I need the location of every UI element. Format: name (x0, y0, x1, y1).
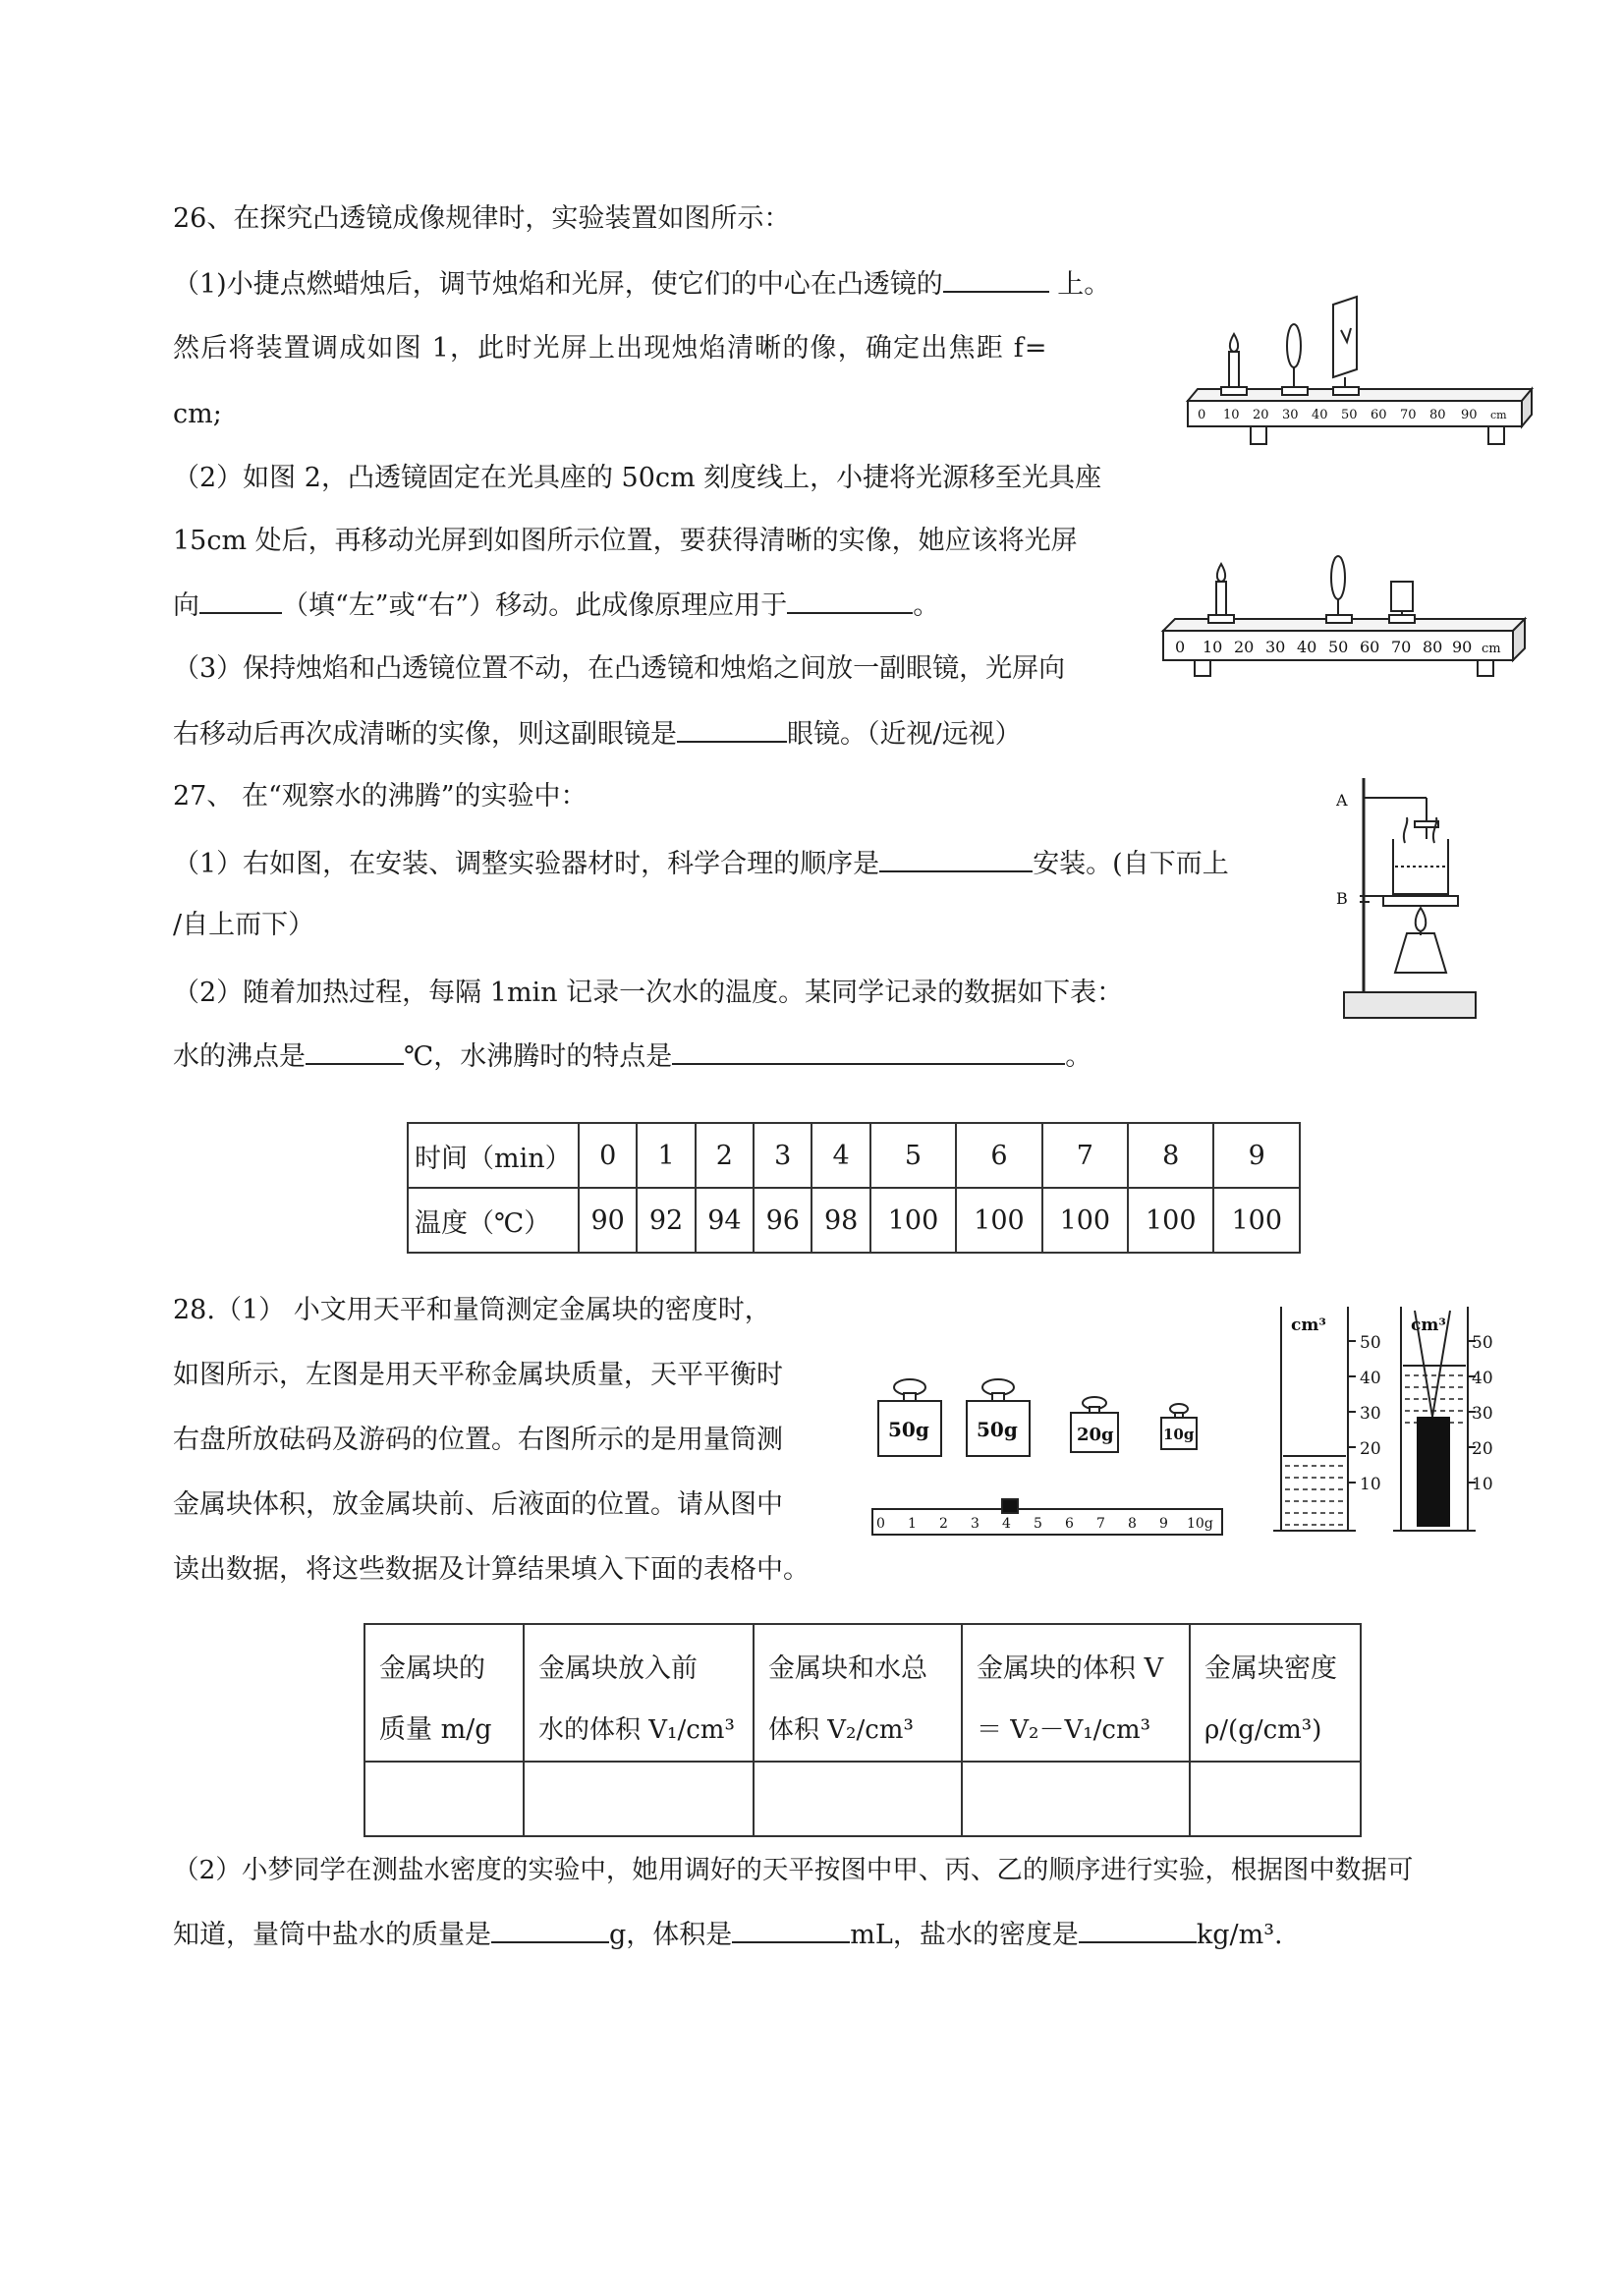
q27-part1-line2: /自上而下） (173, 910, 315, 940)
cylinder-unit: cm³ (1411, 1316, 1446, 1335)
apparatus-label-b: B (1336, 889, 1348, 908)
cylinder-tick: 40 (1472, 1369, 1493, 1388)
weight-label: 50g (888, 1418, 929, 1441)
header-line: 金属块的 (379, 1653, 485, 1684)
table-cell-temp: 100 (1042, 1188, 1128, 1253)
q26-part1-text-a: （1)小捷点燃蜡烛后，调节烛焰和光屏，使它们的中心在凸透镜的 (173, 269, 943, 300)
q28-part2-text-b: g，体积是 (609, 1920, 733, 1950)
apparatus-label-a: A (1336, 791, 1348, 810)
header-line: 金属块和水总 (768, 1653, 927, 1684)
rider-tick: 5 (1034, 1516, 1042, 1532)
weight-label: 10g (1163, 1426, 1195, 1443)
header-line: 金属块密度 (1204, 1653, 1337, 1684)
table-row-temperature (408, 1188, 1300, 1253)
bench1-tick: 30 (1282, 408, 1299, 422)
q26-part3-line1: （3）保持烛焰和凸透镜位置不动，在凸透镜和烛焰之间放一副眼镜，光屏向 (173, 653, 1066, 684)
table-header-v1 (524, 1624, 754, 1762)
q28-answer-blank-mass[interactable] (491, 1916, 609, 1943)
q26-part1-text-b: 上。 (1048, 269, 1111, 300)
q26-part2-line2: 15cm 处后，再移动光屏到如图所示位置，要获得清晰的实像，她应该将光屏 (173, 526, 1078, 556)
q26-part1-line1 (173, 265, 1110, 303)
answer-cell-v1[interactable] (524, 1762, 754, 1836)
optical-bench-figure-2 (1159, 550, 1533, 698)
q28-answer-blank-volume[interactable] (732, 1916, 850, 1943)
q28-part2-text-a: 知道，量筒中盐水的质量是 (173, 1920, 491, 1950)
q28-part1-line3: 右盘所放砝码及游码的位置。右图所示的是用量筒测 (173, 1425, 783, 1455)
table-header-time: 时间（min） (408, 1123, 579, 1188)
q26-part2-text-c: 。 (913, 590, 940, 621)
table-header-volume (962, 1624, 1190, 1762)
q26-part2-line1: （2）如图 2，凸透镜固定在光具座的 50cm 刻度线上，小捷将光源移至光具座 (173, 463, 1102, 493)
table-cell-time: 2 (696, 1123, 754, 1188)
weight-label: 50g (977, 1418, 1018, 1441)
bench2-tick: 80 (1423, 638, 1443, 656)
answer-cell-density[interactable] (1190, 1762, 1361, 1836)
rider-tick: 1 (908, 1516, 917, 1532)
bench1-tick: 10 (1223, 408, 1240, 422)
cylinder-tick: 10 (1360, 1475, 1381, 1494)
q26-heading: 26、在探究凸透镜成像规律时，实验装置如图所示： (173, 203, 791, 234)
q27-heading: 27、 在“观察水的沸腾”的实验中： (173, 781, 588, 812)
bench2-tick: 70 (1391, 638, 1412, 656)
cylinder-tick: 50 (1472, 1333, 1493, 1353)
bench1-tick: 20 (1253, 408, 1269, 422)
rider-tick: 2 (939, 1516, 948, 1532)
q28-part1-line2: 如图所示，左图是用天平称金属块质量，天平平衡时 (173, 1360, 783, 1390)
q26-answer-blank-application[interactable] (787, 587, 913, 614)
q28-answer-blank-density[interactable] (1079, 1916, 1197, 1943)
table-cell-time: 7 (1042, 1123, 1128, 1188)
bench1-tick: 0 (1198, 408, 1206, 422)
table-cell-time: 4 (812, 1123, 869, 1188)
bench1-tick: 60 (1371, 408, 1387, 422)
q26-part3-line2 (173, 715, 1022, 753)
table-cell-temp: 100 (870, 1188, 956, 1253)
table-row-answers (364, 1762, 1361, 1836)
table-cell-time: 6 (956, 1123, 1041, 1188)
q26-part2-text-a: 向 (173, 590, 199, 621)
header-line: 水的体积 V₁/cm³ (538, 1715, 735, 1745)
cylinder-tick: 20 (1360, 1439, 1381, 1459)
q26-part1-line2: 然后将装置调成如图 1，此时光屏上出现烛焰清晰的像，确定出焦距 f= (173, 333, 1048, 364)
bench1-tick-unit: cm (1490, 409, 1507, 421)
table-cell-time: 8 (1128, 1123, 1213, 1188)
table-cell-temp: 100 (956, 1188, 1041, 1253)
q27-part2-line2 (173, 1037, 1091, 1075)
table-cell-temp: 92 (637, 1188, 695, 1253)
cylinder-tick: 10 (1472, 1475, 1493, 1494)
table-cell-temp: 98 (812, 1188, 869, 1253)
density-data-table (364, 1623, 1362, 1837)
table-header-temperature: 温度（℃） (408, 1188, 579, 1253)
bench2-tick: 30 (1265, 638, 1286, 656)
table-cell-temp: 90 (579, 1188, 637, 1253)
q27-part1-text-a: （1）右如图，在安装、调整实验器材时，科学合理的顺序是 (173, 849, 880, 879)
cylinder-tick: 30 (1360, 1404, 1381, 1424)
header-line: ＝ V₂－V₁/cm³ (977, 1715, 1151, 1745)
table-cell-time: 5 (870, 1123, 956, 1188)
table-cell-temp: 100 (1213, 1188, 1300, 1253)
q28-part2-line1: （2）小梦同学在测盐水密度的实验中，她用调好的天平按图中甲、丙、乙的顺序进行实验，根据图中数据可 (173, 1855, 1414, 1885)
header-line: 金属块的体积 V (977, 1653, 1164, 1684)
q27-part1-text-b: 安装。(自下而上 (1033, 849, 1229, 879)
weight-label: 20g (1077, 1425, 1114, 1445)
q26-part1-line3: cm; (173, 399, 222, 429)
header-line: ρ/(g/cm³) (1204, 1715, 1322, 1745)
optical-bench-figure-1 (1184, 291, 1538, 468)
cylinder-unit: cm³ (1291, 1316, 1326, 1335)
q26-part2-line3 (173, 587, 939, 624)
header-line: 金属块放入前 (538, 1653, 698, 1684)
table-row-headers (364, 1624, 1361, 1762)
table-cell-time: 3 (754, 1123, 812, 1188)
bench2-tick: 40 (1297, 638, 1317, 656)
answer-cell-v2[interactable] (754, 1762, 962, 1836)
table-cell-time: 9 (1213, 1123, 1300, 1188)
q27-part2-text-b: ℃，水沸腾时的特点是 (404, 1041, 673, 1072)
rider-tick: 4 (1002, 1516, 1011, 1532)
table-cell-temp: 100 (1128, 1188, 1213, 1253)
q26-part2-text-b: （填“左”或“右”）移动。此成像原理应用于 (282, 590, 788, 621)
q26-answer-blank-center[interactable] (943, 265, 1049, 293)
q28-part1-line1: 28.（1） 小文用天平和量筒测定金属块的密度时， (173, 1295, 771, 1325)
boiling-apparatus-figure (1336, 764, 1483, 1039)
rider-tick: 3 (971, 1516, 979, 1532)
q28-part2-line2 (173, 1916, 1283, 1953)
bench1-tick: 50 (1341, 408, 1358, 422)
q26-answer-blank-direction[interactable] (199, 587, 282, 614)
q27-part1-line1 (173, 845, 1229, 882)
bench2-tick: 60 (1360, 638, 1380, 656)
answer-cell-mass[interactable] (364, 1762, 524, 1836)
bench1-tick: 70 (1400, 408, 1417, 422)
q26-answer-blank-glasses[interactable] (677, 715, 787, 743)
table-cell-temp: 94 (696, 1188, 754, 1253)
rider-tick-unit: 10g (1187, 1516, 1213, 1532)
bench2-tick-unit: cm (1482, 642, 1501, 656)
boiling-data-table (407, 1122, 1301, 1254)
q27-answer-blank-order[interactable] (879, 845, 1033, 872)
cylinder-tick: 40 (1360, 1369, 1381, 1388)
bench2-tick: 20 (1234, 638, 1255, 656)
bench1-tick: 40 (1312, 408, 1328, 422)
rider-tick: 8 (1128, 1516, 1137, 1532)
q28-part2-text-c: mL，盐水的密度是 (850, 1920, 1079, 1950)
graduated-cylinders-figure (1267, 1299, 1493, 1544)
q26-part3-text-b: 眼镜。（近视/远视） (787, 719, 1022, 750)
rider-tick: 6 (1065, 1516, 1074, 1532)
header-line: 质量 m/g (379, 1714, 492, 1745)
q28-part1-line4: 金属块体积，放金属块前、后液面的位置。请从图中 (173, 1489, 783, 1520)
header-line: 体积 V₂/cm³ (768, 1715, 914, 1745)
table-cell-time: 0 (579, 1123, 637, 1188)
q27-part2-text-a: 水的沸点是 (173, 1041, 306, 1072)
bench2-tick: 90 (1452, 638, 1473, 656)
rider-tick: 7 (1096, 1516, 1105, 1532)
balance-weights-figure (867, 1366, 1230, 1542)
bench2-tick: 0 (1175, 638, 1186, 656)
table-row-time (408, 1123, 1300, 1188)
q27-part2-line1: （2）随着加热过程，每隔 1min 记录一次水的温度。某同学记录的数据如下表： (173, 978, 1124, 1008)
table-header-v2 (754, 1624, 962, 1762)
bench1-tick: 80 (1429, 408, 1446, 422)
table-header-density (1190, 1624, 1361, 1762)
q26-part3-text-a: 右移动后再次成清晰的实像，则这副眼镜是 (173, 719, 677, 750)
q27-answer-blank-boiling-point[interactable] (306, 1037, 404, 1065)
bench2-tick: 50 (1328, 638, 1349, 656)
rider-tick: 9 (1159, 1516, 1168, 1532)
table-cell-temp: 96 (754, 1188, 812, 1253)
q27-part2-text-c: 。 (1065, 1041, 1092, 1072)
answer-cell-volume[interactable] (962, 1762, 1190, 1836)
cylinder-tick: 50 (1360, 1333, 1381, 1353)
cylinder-tick: 30 (1472, 1404, 1493, 1424)
q28-part1-line5: 读出数据，将这些数据及计算结果填入下面的表格中。 (173, 1554, 810, 1585)
q28-part2-text-d: kg/m³. (1196, 1920, 1283, 1950)
table-header-mass (364, 1624, 524, 1762)
cylinder-tick: 20 (1472, 1439, 1493, 1459)
table-cell-time: 1 (637, 1123, 695, 1188)
rider-tick: 0 (876, 1516, 885, 1532)
q27-answer-blank-feature[interactable] (672, 1037, 1065, 1065)
bench1-tick: 90 (1461, 408, 1478, 422)
bench2-tick: 10 (1203, 638, 1223, 656)
